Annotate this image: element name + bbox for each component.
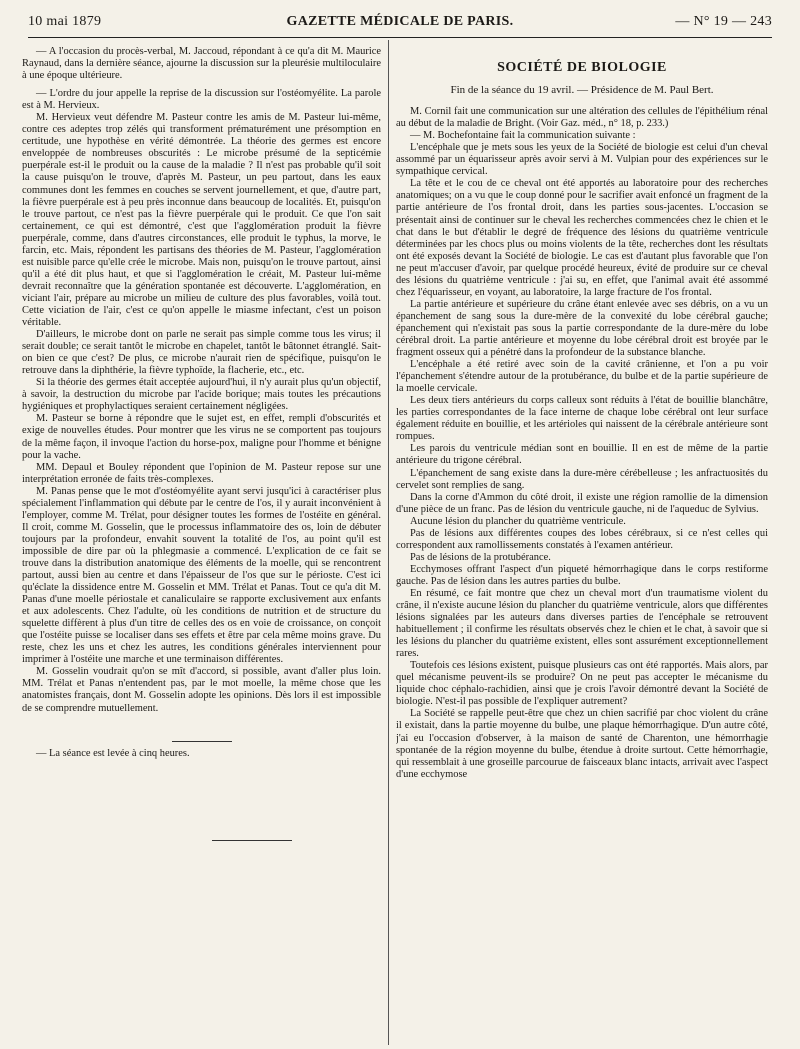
paragraph: — La séance est levée à cinq heures. [36, 747, 190, 759]
page-number: — N° 19 — 243 [675, 14, 772, 29]
paragraph: La Société se rappelle peut-être que chez un chien sacrifié par choc violent du crâne il existait, dans la partie moyenne du bulbe, une plaque hémorrhagique. D'un autre côté, j'ai eu l'occasion d'observer, à la maison de santé de Charenton, une hémorrhagie spontanée de la région moyenne du bulbe, étendue à droite surtout. Cette hémorrhagie, qui ressemblait à une groseille parcourue de faisceaux blanc intacts, arrivait avec l'aspect d'une ecchymose [396, 708, 768, 780]
paragraph: MM. Depaul et Bouley répondent que l'opinion de M. Pasteur repose sur une interprétation erronée de faits très-complexes. [22, 461, 381, 485]
header-date: 10 mai 1879 [28, 14, 102, 29]
paragraph: Ecchymoses offrant l'aspect d'un piqueté hémorrhagique dans le corps restiforme gauche. Pas de lésion dans les autres parties du bulbe. [396, 563, 768, 587]
paragraph: En résumé, ce fait montre que chez un cheval mort d'un traumatisme violent du crâne, il n'existe aucune lésion du plancher du quatrième ventricule, alors que différentes lésions signalées par les auteurs dans diverses parties de l'encéphale se retrouvent habituellement ; il confirme les résultats observés chez le chien et le chat, à savoir que si les lésions du plancher du quatrième existent, elles sont assurément exceptionnellement rares. [396, 587, 768, 660]
paragraph: Toutefois ces lésions existent, puisque plusieurs cas ont été rapportés. Mais alors, par quel mécanisme peuvent-ils se produire? On ne peut pas accepter le mécanisme du liquide choc céphalo-rachidien, ainsi que je crois l'avoir démontré devant la Société de biologie. N'est-il pas possible de l'expliquer autrement? [396, 660, 768, 708]
section-title: SOCIÉTÉ DE BIOLOGIE [497, 60, 667, 75]
paragraph: M. Gosselin voudrait qu'on se mît d'accord, si possible, avant d'aller plus loin. MM. Trélat et Panas n'entendent pas, par le mot moelle, la même chose que les anatomistes français, dont M. Gosselin adopte les opinions. Dès lors il est impossible de se comprendre mutuellement. [22, 666, 381, 714]
paragraph: Pas de lésions de la protubérance. [410, 551, 551, 563]
page-header [28, 12, 772, 34]
paragraph: L'encéphale que je mets sous les yeux de la Société de biologie est celui d'un cheval assommé par un équarisseur après avoir servi à M. Vulpian pour des expériences sur le sympathique cervical. [396, 142, 768, 178]
section-subtitle: Fin de la séance du 19 avril. — Présidence de M. Paul Bert. [450, 84, 714, 97]
left-column [22, 46, 381, 1041]
right-column [396, 46, 768, 1041]
paragraph: Dans la corne d'Ammon du côté droit, il existe une région ramollie de la dimension d'une pièce de un franc. Pas de lésion du ventricule gauche, ni de l'aqueduc de Sylvius. [396, 491, 768, 515]
journal-title: GAZETTE MÉDICALE DE PARIS. [286, 14, 514, 29]
paragraph: Les parois du ventricule médian sont en bouillie. Il en est de même de la partie antérieure du trigone cérébral. [396, 443, 768, 467]
paragraph: D'ailleurs, le microbe dont on parle ne serait pas simple comme tous les virus; il serait double; ce serait tantôt le microbe en chapelet, tantôt le bâtonnet étranglé. Sait-on bien ce que c'est? De plus, ce microbe n'aurait rien de spécifique, puisqu'on le retrouve dans la diphthérie, la fièvre typhoïde, la flacherie, etc., etc. [22, 329, 381, 377]
paragraph: La partie antérieure et supérieure du crâne étant enlevée avec ses débris, on a vu un épanchement de sang sous la dure-mère de la convexité du lobe cérébral gauche; épanchement qui n'existait pas sous la partie correspondante de la dure-mère du lobe cérébral droit. La partie antérieure et moyenne du lobe cérébral droit est broyée par le fragment osseux qui a pénétré dans la profondeur de la substance blanche. [396, 298, 768, 359]
paragraph: Si la théorie des germes était acceptée aujourd'hui, il n'y aurait plus qu'un objectif, à savoir, la destruction du microbe par l'acide borique; mais toutes les précautions hygiéniques et prophylactiques seraient certainement négligées. [22, 377, 381, 413]
paragraph: L'encéphale a été retiré avec soin de la cavité crânienne, et l'on a pu voir l'épanchement s'étendre autour de la protubérance, du bulbe et de la partie supérieure de la moelle cervicale. [396, 359, 768, 395]
paragraph: M. Cornil fait une communication sur une altération des cellules de l'épithélium rénal au début de la maladie de Bright. (Voir Gaz. méd., n° 18, p. 233.) [396, 106, 768, 130]
header-rule [28, 37, 772, 38]
paragraph: Les deux tiers antérieurs du corps calleux sont réduits à l'état de bouillie blanchâtre, les parties correspondantes de la face interne de chaque lobe cérébral ont leur surface également réduite en bouillie, et les artérioles qui naissent de la cérébrale antérieure sont rompues. [396, 395, 768, 443]
paragraph: Aucune lésion du plancher du quatrième ventricule. [410, 515, 626, 527]
paragraph: — A l'occasion du procès-verbal, M. Jaccoud, répondant à ce qu'a dit M. Maurice Raynaud, dans la dernière séance, ajourne la discussion sur la pleurésie multiloculaire à une époque ultérieure. [22, 46, 381, 82]
paragraph: M. Pasteur se borne à répondre que le sujet est, en effet, rempli d'obscurités et exige de nouvelles études. Pour montrer que les virus ne se comportent pas toujours de la même façon, il invoque l'action du horse-pox, maligne pour l'homme et bénigne pour la vache. [22, 413, 381, 461]
paragraph: Pas de lésions aux différentes coupes des lobes cérébraux, si ce n'est celles qui correspondent aux ramollissements constatés à l'examen antérieur. [396, 527, 768, 551]
paragraph: L'épanchement de sang existe dans la dure-mère cérébelleuse ; les anfractuosités du cervelet sont remplies de sang. [396, 467, 768, 491]
paragraph: — L'ordre du jour appelle la reprise de la discussion sur l'ostéomyélite. La parole est à M. Hervieux. [22, 88, 381, 112]
paragraph: La tête et le cou de ce cheval ont été apportés au laboratoire pour des recherches anatomiques; on a vu que le coup donné pour le sacrifier avait enfoncé un fragment de la partie antérieure de l'os frontal droit, dans les parties sous-jacentes. L'occasion se présentait ainsi de continuer sur le cheval les recherches commencées chez le chien et le chat dans le but d'établir le degré de fréquence des lésions du quatrième ventricule déterminées par les chocs plus ou moins violents de la tête, recherches dont les résultats ont été exposés devant la Société de biologie. Le cas est d'autant plus favorable que l'on ne peut m'accuser d'avoir, par quelque procédé heureux, évité de produire sur ce cheval des lésions du quatrième ventricule : j'ai su, en effet, que l'animal avait été assommé chez l'équarisseur, en voyant, au laboratoire, la large fracture de l'os frontal. [396, 178, 768, 298]
paragraph: M. Hervieux veut défendre M. Pasteur contre les amis de M. Pasteur lui-même, contre ces adeptes trop zélés qui transforment prématurément une présomption en certitude, une hypothèse en vérité démontrée. La théorie des germes est encore enveloppée de nombreuses obscurités : Le microbe présumé de la septicémie puerpérale est-il le produit ou la cause de la maladie ? Il n'est pas probable qu'il soit la cause puisqu'on le trouve, d'après M. Pasteur, un peu partout, dans les eaux communes dont les femmes en couches se servent journellement, et que, d'autre part, la fièvre puerpérale est à peu près inconnue dans beaucoup de localités. Et, puisqu'on le trouve partout, ce n'est pas la fièvre puerpérale qui le produit. Ce que l'on sait certainement, ce qui est démontré, c'est que l'agglomération produit la fièvre puerpérale, comme, dans d'autres circonstances, elle produit le typhus, la morve, le farcin, etc. Mais, répondent les partisans des théories de M. Pasteur, l'agglomération est nuisible parce qu'elle crée le microbe. Mais non, puisqu'on le trouve partout, ainsi qu'il a été dit plus haut, et que si l'agglomération le créait, M. Pasteur lui-même devrait reconnaître que la génération spontanée est découverte. L'agglomération, en viciant l'air, prépare au microbe un milieu de culture des plus favorables, voilà tout. Cette viciation de l'air, c'est ce qu'on appelle le miasme infectant, c'est un poison véritable. [22, 112, 381, 329]
end-rule [212, 840, 292, 841]
paragraph: — M. Bochefontaine fait la communication suivante : [410, 130, 636, 142]
column-divider [388, 40, 389, 1045]
paragraph: M. Panas pense que le mot d'ostéomyélite ayant servi jusqu'ici à caractériser plus spécialement l'inflammation qui débute par le centre de l'os, il y aurait inconvénient à l'employer, comme M. Trélat, pour désigner toutes les formes de l'ostéite en général. Il croit, comme M. Gosselin, que le processus inflammatoire des os, loin de débuter toujours par la profondeur, envahit souvent la totalité de l'os, au point qu'il est impossible de dire par où la phlegmasie a commencé. L'explication de ce fait se trouve dans la distribution anatomique des éléments de la moelle, qui se rencontrent partout, aussi bien au centre et dans l'épaisseur de l'os que sur le périoste. C'est ici qu'éclate la dissidence entre M. Gosselin et MM. Trélat et Panas. Tout ce qu'a dit M. Panas d'une moelle périostale et canaliculaire se rapporte exclusivement aux enfants et aux adolescents. Chez l'adulte, où les conditions de nutrition et de structure du squelette diffèrent à plus d'un titre de celles des os en voie de croissance, on conçoit que l'ostéite puisse se localiser dans ses effets et être par cela même moins grave. Du reste, chez les uns et chez les autres, les conditions générales interviennent pour imprimer à l'ostéite une marche et une terminaison différentes. [22, 485, 381, 666]
